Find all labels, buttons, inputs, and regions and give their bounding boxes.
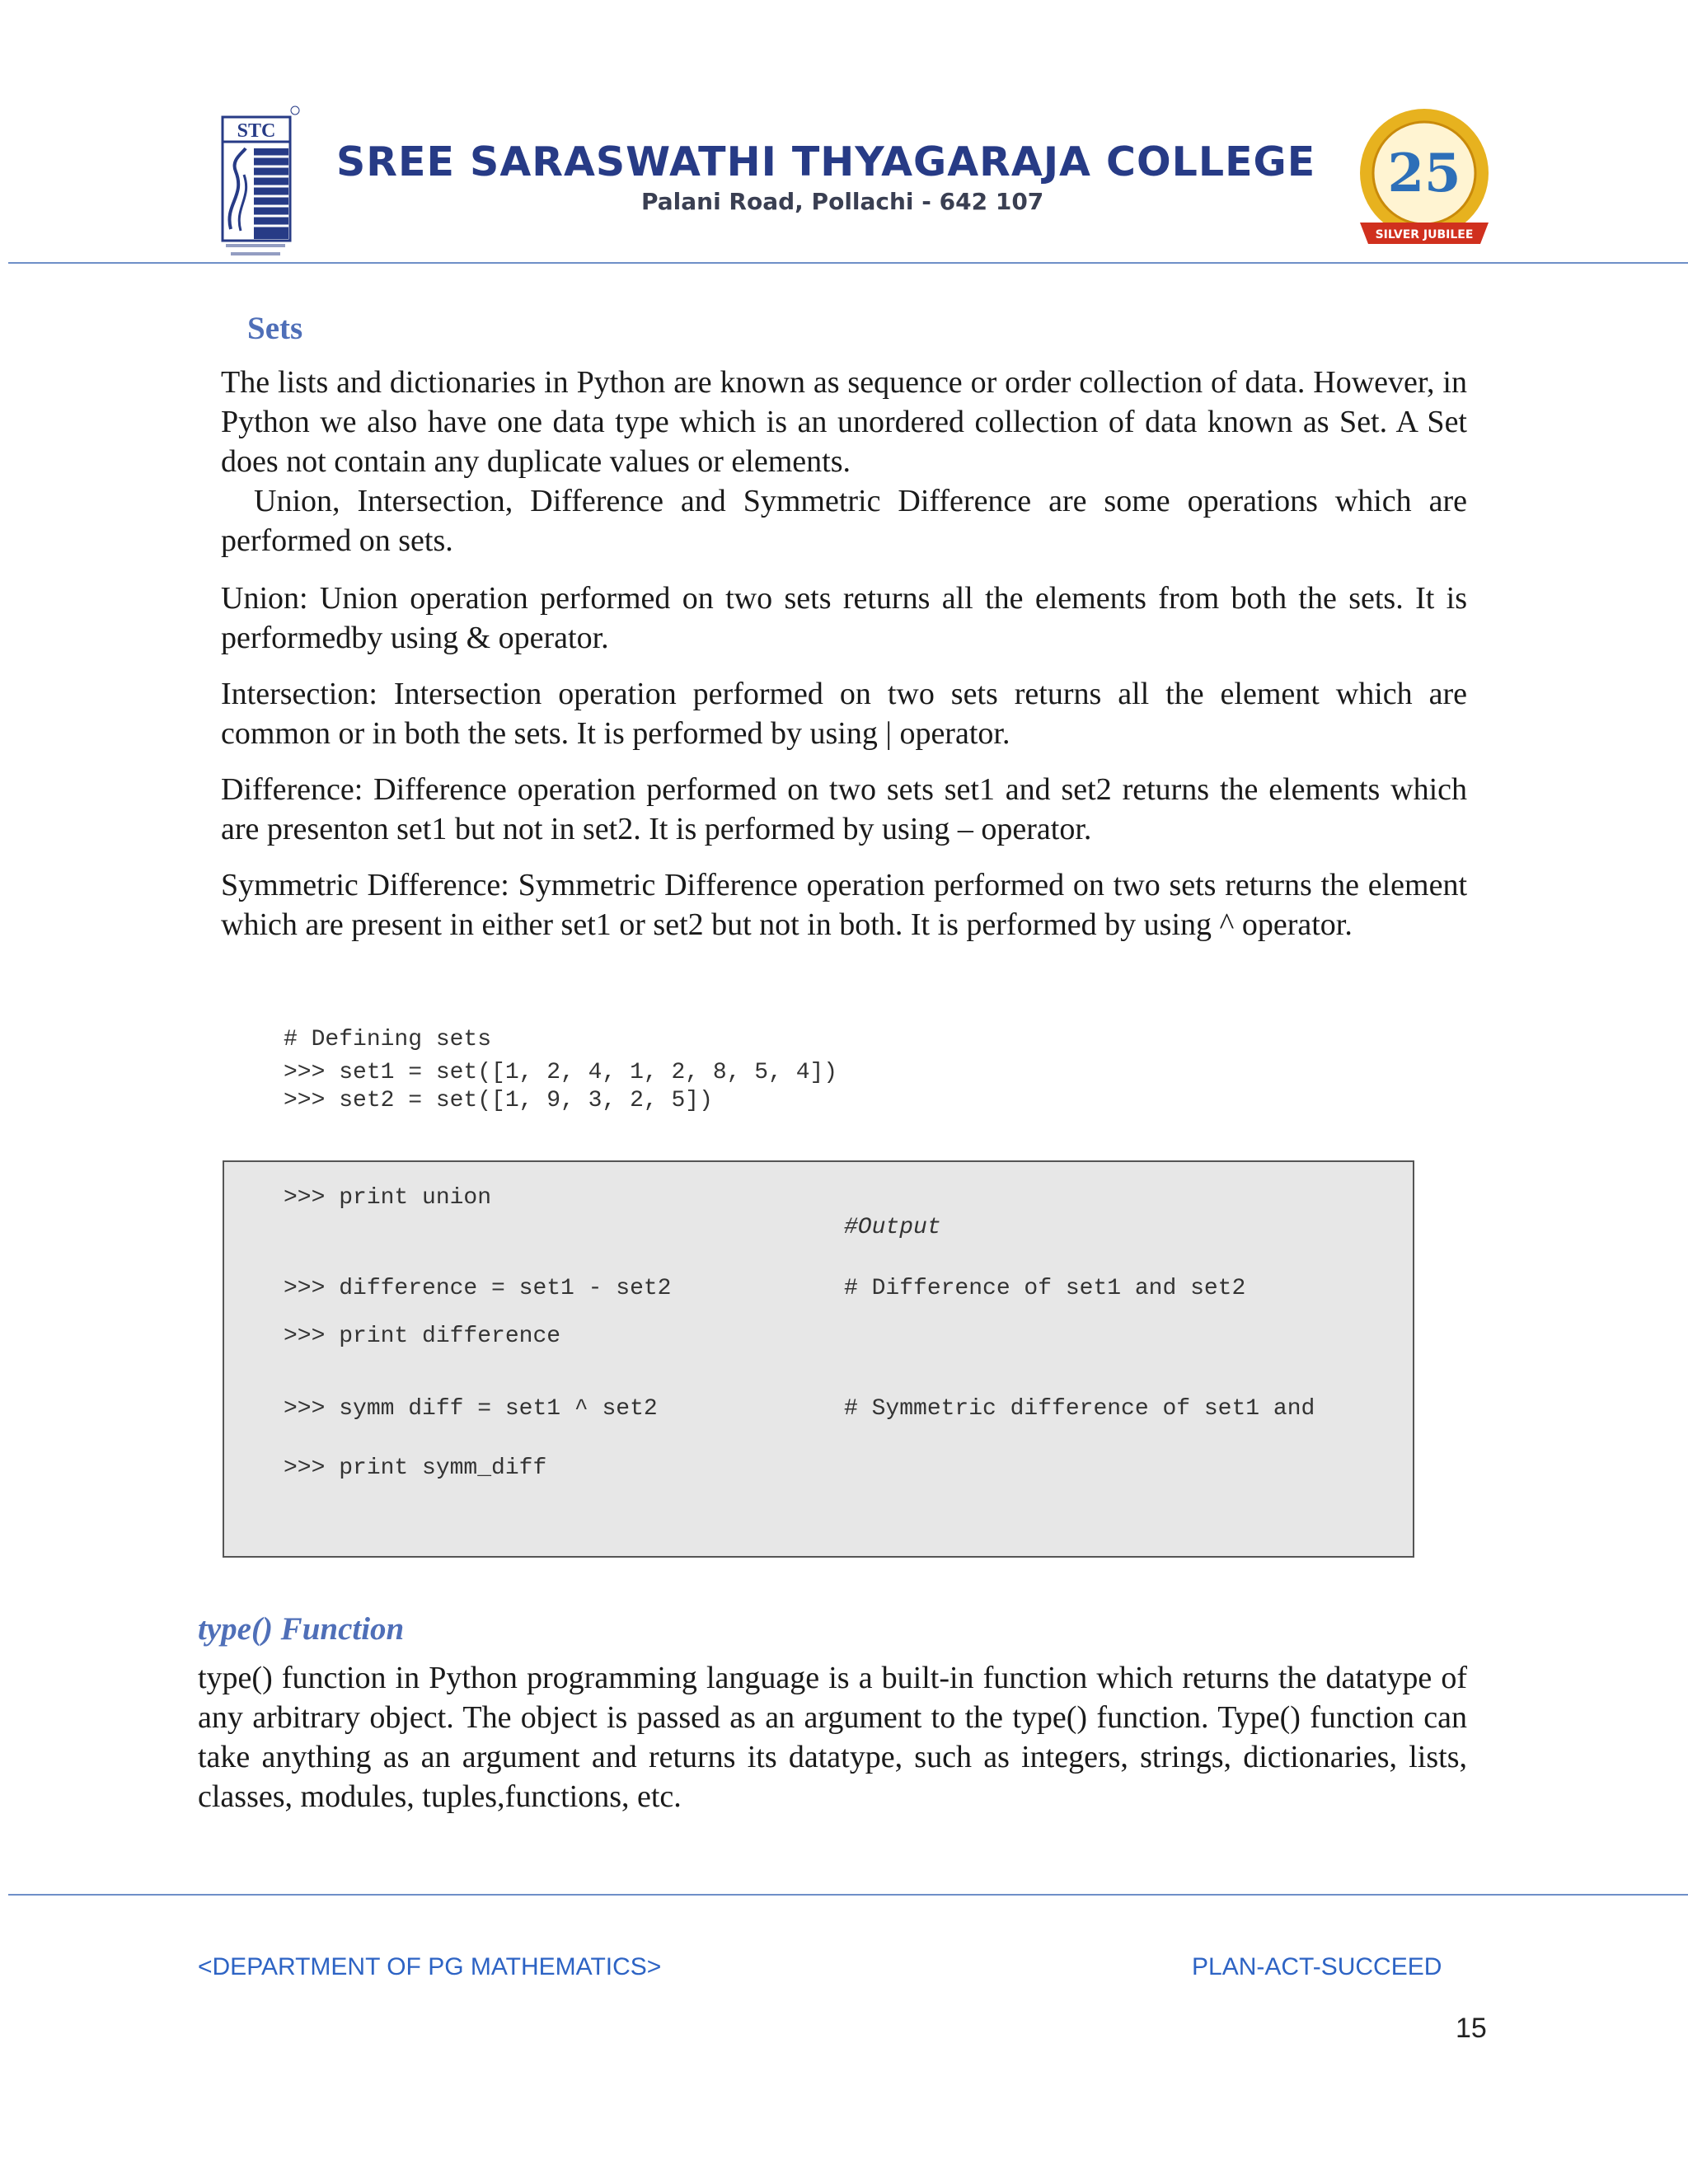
sets-heading: Sets (247, 311, 303, 346)
intersection-paragraph: Intersection: Intersection operation performed on two sets returns all the element which are common or in both the sets. It is performed by using | operator. (221, 677, 1467, 751)
footer-divider (8, 1894, 1688, 1896)
code-symmetric-statement: >>> symm diff = set1 ^ set2 (284, 1396, 658, 1422)
code-print-symmetric: >>> print symm_diff (284, 1455, 547, 1481)
symmetric-difference-paragraph: Symmetric Difference: Symmetric Difference operation performed on two sets returns the element which are present in either set1 or set2 but not in both. It is performed by using ^ operator. (221, 868, 1467, 942)
college-name: SREE SARASWATHI THYAGARAJA COLLEGE (336, 138, 1316, 185)
footer-motto: PLAN-ACT-SUCCEED (1192, 1953, 1442, 1980)
footer-department: <DEPARTMENT OF PG MATHEMATICS> (198, 1953, 662, 1980)
code-print-union: >>> print union (284, 1185, 492, 1211)
cropped-symmetric-output (307, 1510, 1048, 1518)
code-print-difference: >>> print difference (284, 1324, 561, 1349)
svg-text:25: 25 (1387, 143, 1461, 204)
page-number: 15 (1456, 2013, 1487, 2044)
cropped-comment-line (917, 1447, 982, 1455)
code-set1-definition: >>> set1 = set([1, 2, 4, 1, 2, 8, 5, 4]) (284, 1060, 838, 1085)
header-divider (8, 262, 1688, 264)
type-function-heading: type() Function (198, 1611, 405, 1647)
svg-text:STC: STC (237, 120, 276, 142)
code-box (223, 1160, 1414, 1558)
union-paragraph: Union: Union operation performed on two sets returns all the elements from both the sets. It is performedby using & operator. (221, 581, 1467, 655)
code-set2-definition: >>> set2 = set([1, 9, 3, 2, 5]) (284, 1088, 713, 1113)
sets-intro-paragraph: The lists and dictionaries in Python are known as sequence or order collection of data. However, in Python we also have one data type which is an unordered collection of data known as Set. A Set does not contain any duplicate values or elements. (221, 365, 1467, 479)
code-symmetric-comment: # Symmetric difference of set1 and (844, 1396, 1315, 1422)
set-operations-paragraph: Union, Intersection, Difference and Symmetric Difference are some operations which are performed on sets. (221, 484, 1467, 558)
code-difference-comment: # Difference of set1 and set2 (844, 1276, 1246, 1301)
code-difference-statement: >>> difference = set1 - set2 (284, 1276, 672, 1301)
difference-paragraph: Difference: Difference operation performed on two sets set1 and set2 returns the elements which are presenton set1 but not in set2. It is performed by using – operator. (221, 772, 1467, 846)
silver-jubilee-emblem (1345, 105, 1503, 254)
code-output-comment: #Output (844, 1215, 941, 1240)
cropped-output-line (307, 1235, 554, 1243)
type-function-paragraph: type() function in Python programming language is a built-in function which returns the datatype of any arbitrary object. The object is passed as an argument to the type() function. Type() function can take anything as an argument and returns its datatype, such as integers, strings, dictionaries, lists, classes, modules, tuples,functions, etc. (198, 1661, 1467, 1814)
code-comment-defining-sets: # Defining sets (284, 1027, 492, 1052)
svg-text:SILVER JUBILEE: SILVER JUBILEE (1375, 228, 1474, 241)
stc-logo (221, 105, 300, 262)
college-address: Palani Road, Pollachi - 642 107 (641, 188, 1044, 215)
